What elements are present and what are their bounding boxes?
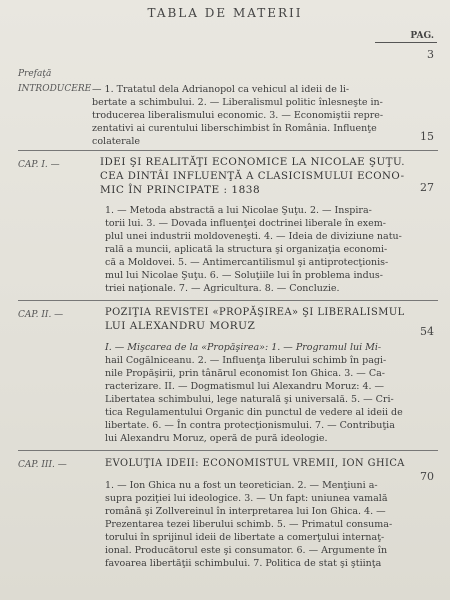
divider	[18, 300, 438, 301]
cap1-heading-line: CEA DINTÂI INFLUENŢĂ A CLASICISMULUI ECONO-	[100, 170, 405, 182]
cap2-heading-line: LUI ALEXANDRU MORUZ	[105, 320, 256, 332]
cap1-page: 27	[420, 181, 434, 194]
cap3-line: favoarea libertăţii schimbului. 7. Politica de stat şi ştiinţa	[105, 558, 382, 569]
divider	[18, 150, 438, 151]
introducere-line: — 1. Tratatul dela Adrianopol ca vehicul al ideii de li-	[92, 84, 350, 95]
cap1-line: triei naţionale. 7. — Agricultura. 8. — Concluzie.	[105, 283, 340, 294]
cap1-heading-line: IDEI ŞI REALITĂŢI ECONOMICE LA NICOLAE ŞUŢU.	[100, 156, 405, 168]
cap1-line: că a Moldovei. 5. — Antimercantilismul şi antiprotecţionis-	[105, 257, 389, 268]
cap1-line: torii lui. 3. — Dovada influenţei doctrinei liberale în exem-	[105, 218, 386, 229]
cap1-line: 1. — Metoda abstractă a lui Nicolae Şuţu. 2. — Inspira-	[105, 205, 372, 216]
prefata-page: 3	[427, 48, 434, 61]
cap2-line: lui Alexandru Moruz, operă de pură ideologie.	[105, 433, 328, 444]
cap1-label: CAP. I. —	[18, 160, 60, 170]
cap2-line: hail Cogălniceanu. 2. — Influenţa liberului schimb în pagi-	[105, 355, 387, 366]
divider	[18, 450, 438, 451]
cap1-line: mul lui Nicolae Şuţu. 6. — Soluţiile lui în problema indus-	[105, 270, 383, 281]
cap2-line: racterizare. II. — Dogmatismul lui Alexandru Moruz: 4. —	[105, 381, 385, 392]
introducere-line: colaterale	[92, 136, 141, 147]
prefata-label: Prefaţă	[18, 69, 52, 79]
cap1-heading-line: MIC ÎN PRINCIPATE : 1838	[100, 184, 261, 196]
cap3-heading-line: EVOLUŢIA IDEII: ECONOMISTUL VREMII, ION GHICA	[105, 457, 405, 469]
cap3-label: CAP. III. —	[18, 460, 67, 470]
page-title: TABLA DE MATERII	[147, 6, 303, 20]
cap2-label: CAP. II. —	[18, 310, 64, 320]
introducere-line: troducerea liberalismului economic. 3. — Economiştii repre-	[92, 110, 384, 121]
cap2-line: Libertatea schimbului, lege naturală şi universală. 5. — Cri-	[105, 394, 394, 405]
cap3-line: Prezentarea tezei liberului schimb. 5. — Primatul consuma-	[105, 519, 393, 530]
cap3-page: 70	[420, 470, 434, 483]
cap2-line: libertate. 6. — În contra protecţionismului. 7. — Contribuţia	[105, 420, 395, 431]
cap1-line: rală a muncii, aplicată la structura şi organizaţia economi-	[105, 244, 388, 255]
page-column-rule	[375, 42, 437, 43]
cap2-heading-line: POZIŢIA REVISTEI «PROPĂŞIREA» ŞI LIBERALISMUL	[105, 306, 405, 318]
cap3-line: română şi Zollvereinul în interpretarea lui Ion Ghica. 4. —	[105, 506, 386, 517]
cap3-line: supra poziţiei lui ideologice. 3. — Un fapt: uniunea vamală	[105, 493, 388, 504]
cap2-line: I. — Mişcarea de la «Propăşirea»: 1. — Programul lui Mi-	[105, 342, 382, 353]
cap3-line: ional. Producătorul este şi consumator. 6. — Argumente în	[105, 545, 388, 556]
page-column-label: PAG.	[410, 31, 434, 41]
introducere-label: INTRODUCERE	[18, 84, 92, 94]
introducere-line: zentativi ai curentului liberschimbist în România. Influenţe	[92, 123, 377, 134]
cap2-page: 54	[420, 325, 434, 338]
cap1-line: plul unei industrii moldoveneşti. 4. — Ideia de diviziune natu-	[105, 231, 402, 242]
cap2-line: tica Regulamentului Organic din punctul de vedere al ideii de	[105, 407, 403, 418]
cap3-line: 1. — Ion Ghica nu a fost un teoretician. 2. — Menţiuni a-	[105, 480, 378, 491]
introducere-line: bertate a schimbului. 2. — Liberalismul politic înlesneşte in-	[92, 97, 383, 108]
cap2-line: nile Propăşirii, prin tânărul economist Ion Ghica. 3. — Ca-	[105, 368, 385, 379]
introducere-page: 15	[420, 130, 434, 143]
cap3-line: torului în sprijinul ideii de libertate a comerţului internaţ-	[105, 532, 385, 543]
